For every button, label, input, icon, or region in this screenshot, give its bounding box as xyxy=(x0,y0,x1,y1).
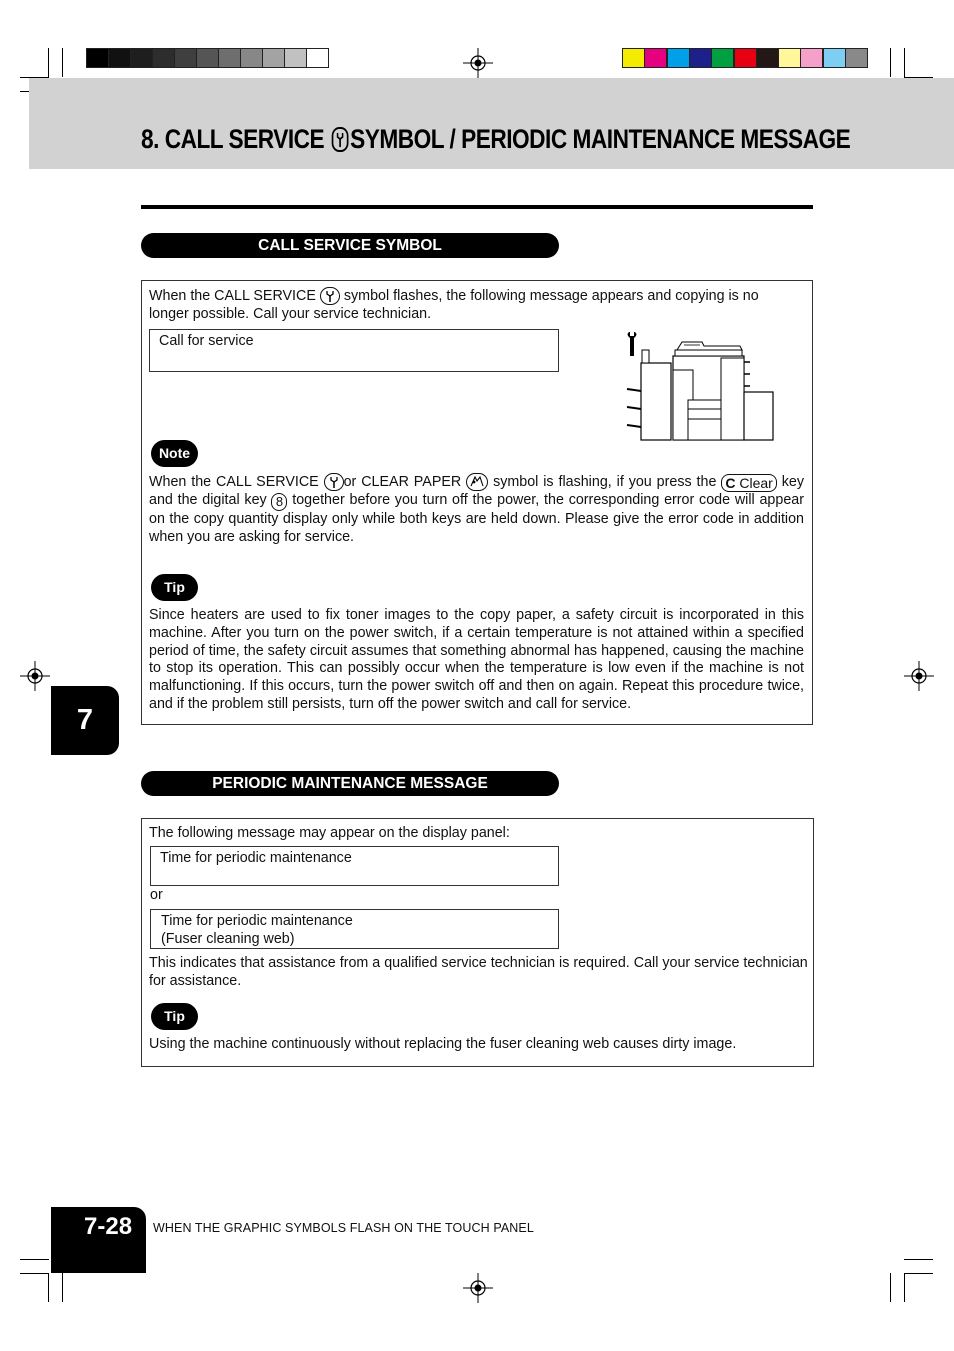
gray-swatch xyxy=(130,48,153,68)
color-swatch xyxy=(734,48,757,68)
color-swatch xyxy=(756,48,779,68)
page-title-suffix: SYMBOL / PERIODIC MAINTENANCE MESSAGE xyxy=(350,124,851,154)
gray-swatch xyxy=(262,48,285,68)
color-swatch xyxy=(823,48,846,68)
call-service-wrench-icon xyxy=(332,127,349,152)
registration-mark-left xyxy=(20,661,50,691)
call-service-symbol-icon xyxy=(324,473,344,491)
fuser-message-line1: Time for periodic maintenance xyxy=(161,913,353,929)
page-number: 7-28 xyxy=(51,1207,146,1273)
tip-text-2: Using the machine continuously without replacing the fuser cleaning web causes dirty image. xyxy=(149,1036,737,1052)
gray-swatch xyxy=(218,48,241,68)
gray-swatch xyxy=(196,48,219,68)
note-badge: Note xyxy=(151,440,198,467)
registration-mark-right xyxy=(904,661,934,691)
registration-mark-top xyxy=(463,48,493,78)
gray-swatch xyxy=(284,48,307,68)
clear-paper-symbol-icon xyxy=(466,473,488,491)
or-label: or xyxy=(150,887,163,903)
color-swatch xyxy=(644,48,667,68)
section-rule xyxy=(141,205,813,209)
call-for-service-message-box xyxy=(149,329,559,372)
clear-key-icon: C Clear xyxy=(721,474,776,492)
digit-key-8-icon: 8 xyxy=(271,493,287,511)
periodic-maintenance-heading: PERIODIC MAINTENANCE MESSAGE xyxy=(141,771,559,796)
periodic-maintenance-message-box xyxy=(150,846,559,886)
tip-badge: Tip xyxy=(151,574,198,601)
color-swatch xyxy=(800,48,823,68)
periodic-maintenance-message: Time for periodic maintenance xyxy=(160,850,352,866)
color-swatch xyxy=(689,48,712,68)
call-for-service-message: Call for service xyxy=(159,333,254,349)
periodic-maintenance-body: This indicates that assistance from a qualified service technician is required. Call your service technician for assistance. xyxy=(149,955,808,989)
copier-machine-illustration xyxy=(622,328,777,444)
color-swatch xyxy=(622,48,645,68)
note-text: When the CALL SERVICE or CLEAR PAPER symbol is flashing, if you press the C Clear key and the digital key 8 together before you turn off the power, the corresponding error code will appear on the copy quantity display only while both keys are held down. Please give the error code in addition when you are asking for service. xyxy=(149,474,804,545)
registration-mark-bottom xyxy=(463,1273,493,1303)
chapter-tab: 7 xyxy=(51,686,119,755)
fuser-cleaning-message-box xyxy=(150,909,559,949)
tip-badge-2: Tip xyxy=(151,1003,198,1030)
periodic-maintenance-intro: The following message may appear on the display panel: xyxy=(149,825,510,841)
gray-swatch xyxy=(152,48,175,68)
page-title xyxy=(141,124,850,155)
gray-swatch xyxy=(240,48,263,68)
tip-text: Since heaters are used to fix toner images to the copy paper, a safety circuit is incorporated in this machine. After you turn on the power switch, if a certain temperature is not attained within a specified period of time, the safety circuit assumes that something abnormal has happened, causing the machine to stop its operation. This can possibly occur when the temperature is low even if the machine is not malfunctioning. If this occurs, turn the power switch off and then on again. Repeat this procedure twice, and if the problem still persists, turn off the power switch and call for service. xyxy=(149,607,804,712)
gray-swatch xyxy=(306,48,329,68)
fuser-message-line2: (Fuser cleaning web) xyxy=(161,931,295,947)
gray-swatch xyxy=(86,48,109,68)
color-swatch xyxy=(711,48,734,68)
footer-text: WHEN THE GRAPHIC SYMBOLS FLASH ON THE TOUCH PANEL xyxy=(153,1221,534,1235)
color-swatch xyxy=(845,48,868,68)
page-title-prefix: 8. CALL SERVICE xyxy=(141,124,325,154)
gray-swatch xyxy=(174,48,197,68)
call-service-symbol-icon xyxy=(320,287,340,305)
call-service-symbol-heading: CALL SERVICE SYMBOL xyxy=(141,233,559,258)
color-swatch xyxy=(778,48,801,68)
call-service-intro: When the CALL SERVICE symbol flashes, the following message appears and copying is no longer possible. Call your service technician. xyxy=(149,288,759,322)
gray-swatch xyxy=(108,48,131,68)
color-swatch xyxy=(667,48,690,68)
